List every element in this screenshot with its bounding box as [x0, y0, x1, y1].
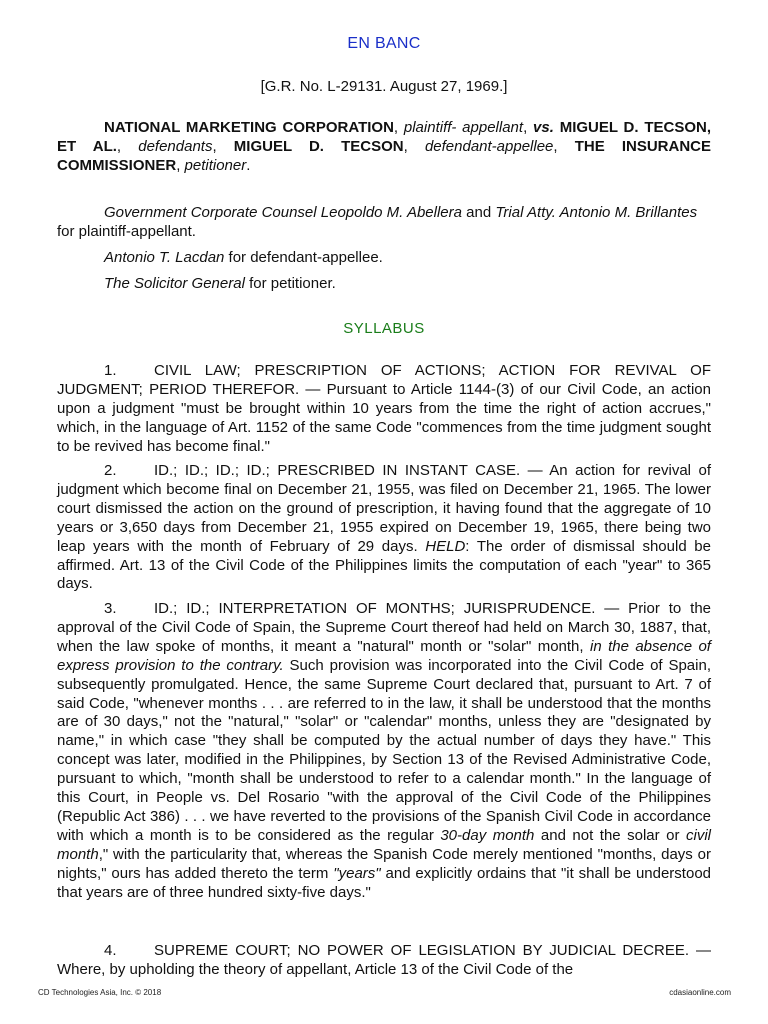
paragraph-number: 2.	[104, 462, 117, 479]
role-defendants: defendants	[138, 138, 213, 155]
paragraph-text: : The order of dismissal should be affirmed. Art. 13 of the Civil Code of the Philippines limits the computation of each "year" to 365 days.	[57, 537, 711, 593]
paragraph-number: 4.	[104, 942, 117, 959]
versus-label: vs.	[533, 119, 554, 136]
party-petitioner: THE INSURANCE COMMISSIONER	[57, 138, 712, 174]
counsel-name: Trial Atty. Antonio M. Brillantes	[495, 204, 698, 221]
counsel-role: for plaintiff-appellant.	[57, 223, 196, 240]
syllabus-paragraph-4	[57, 942, 711, 980]
emphasis-text: civil month	[57, 826, 711, 863]
paragraph-number: 1.	[104, 362, 117, 379]
paragraph-text: and explicitly ordains that "it shall be understood that years are of three hundred sixty-five days."	[57, 864, 711, 901]
counsel-connector: and	[461, 204, 496, 221]
syllabus-heading: SYLLABUS	[343, 320, 425, 337]
role-plaintiff: plaintiff- appellant	[403, 119, 524, 136]
syllabus-paragraph-1	[57, 362, 711, 457]
role-petitioner: petitioner	[184, 157, 247, 174]
counsel-petitioner	[57, 274, 711, 293]
paragraph-text: ," with the particularity that, whereas the Spanish Code merely mentioned "months, days or nights," ours has added thereto the term	[57, 845, 711, 882]
counsel-defendant	[57, 248, 711, 267]
syllabus-paragraph-3	[57, 600, 711, 903]
held-label: HELD	[425, 537, 466, 555]
paragraph-number: 3.	[104, 600, 117, 617]
role-defendant-appellee: defendant-appellee	[424, 138, 554, 155]
paragraph-text: SUPREME COURT; NO POWER OF LEGISLATION BY JUDICIAL DECREE. — Where, by upholding the theory of appellant, Article 13 of the Civil Code of the	[57, 942, 711, 978]
case-number: [G.R. No. L-29131. August 27, 1969.]	[260, 78, 508, 95]
party-defendants: MIGUEL D. TECSON, ET AL.	[57, 119, 712, 155]
emphasis-text: in the absence of express provision to the contrary.	[57, 637, 711, 674]
emphasis-text: 30-day month	[440, 826, 535, 844]
footer-site-link[interactable]: cdasiaonline.com	[669, 988, 731, 997]
syllabus-paragraph-2	[57, 462, 711, 594]
paragraph-text: CIVIL LAW; PRESCRIPTION OF ACTIONS; ACTION FOR REVIVAL OF JUDGMENT; PERIOD THEREFOR. — Pursuant to Article 1144-(3) of our Civil Code, an action upon a judgment "must be brought within 10 years from the time the right of action accrues," which, in the language of Art. 1152 of the same Code "commences from the time judgment sought to be revived has become final."	[57, 362, 711, 455]
emphasis-text: "years"	[333, 864, 381, 882]
counsel-role: for petitioner.	[244, 275, 336, 292]
paragraph-text: ID.; ID.; ID.; ID.; PRESCRIBED IN INSTANT CASE. — An action for revival of judgment which become final on December 21, 1955, was filed on December 21, 1965. The lower court dismissed the action on the ground of prescription, it having found that the aggregate of 10 years or 3,650 days from December 21, 1955 expired on December 19, 1965, there being two leap years with the month of February of 29 days.	[57, 462, 711, 555]
case-parties: NATIONAL MARKETING CORPORATION, plaintiff- appellant, vs. MIGUEL D. TECSON, ET AL., defendants, MIGUEL D. TECSON, defendant-appellee, THE INSURANCE COMMISSIONER, petitioner.	[57, 119, 712, 174]
counsel-role: for defendant-appellee.	[224, 249, 383, 266]
counsel-name: Antonio T. Lacdan	[104, 249, 225, 266]
party-plaintiff: NATIONAL MARKETING CORPORATION	[104, 119, 394, 136]
footer-copyright: CD Technologies Asia, Inc. © 2018	[38, 988, 162, 997]
court-division: EN BANC	[347, 35, 421, 52]
paragraph-text: Such provision was incorporated into the Civil Code of Spain, subsequently promulgated. Hence, the same Supreme Court declared that, pursuant to Art. 7 of said Code, "whenever months . . . are referred to in the law, it shall be understood that the months are of 30 days," not the "natural," "solar" or "calendar" months, unless they are "designated by name," in which case "they shall be computed by the actual number of days they have." This concept was later, modified in the Philippines, by Section 13 of the Revised Administrative Code, pursuant to which, "month shall be understood to refer to a calendar month." In the language of this Court, in People vs. Del Rosario "with the approval of the Civil Code of the Philippines (Republic Act 386) . . . we have reverted to the provisions of the Spanish Civil Code in accordance with which a month is to be considered as the regular	[57, 656, 711, 844]
party-defendant-appellee: MIGUEL D. TECSON	[233, 138, 404, 155]
counsel-plaintiff	[57, 203, 711, 241]
counsel-name: The Solicitor General	[104, 275, 245, 292]
paragraph-text: and not the solar or	[534, 826, 686, 844]
counsel-name: Government Corporate Counsel Leopoldo M. Abellera	[104, 204, 462, 221]
paragraph-text: ID.; ID.; INTERPRETATION OF MONTHS; JURISPRUDENCE. — Prior to the approval of the Civil Code of Spain, the Supreme Court thereof had held on March 30, 1887, that, when the law spoke of months, it meant a "natural" month or "solar" month,	[57, 600, 711, 655]
